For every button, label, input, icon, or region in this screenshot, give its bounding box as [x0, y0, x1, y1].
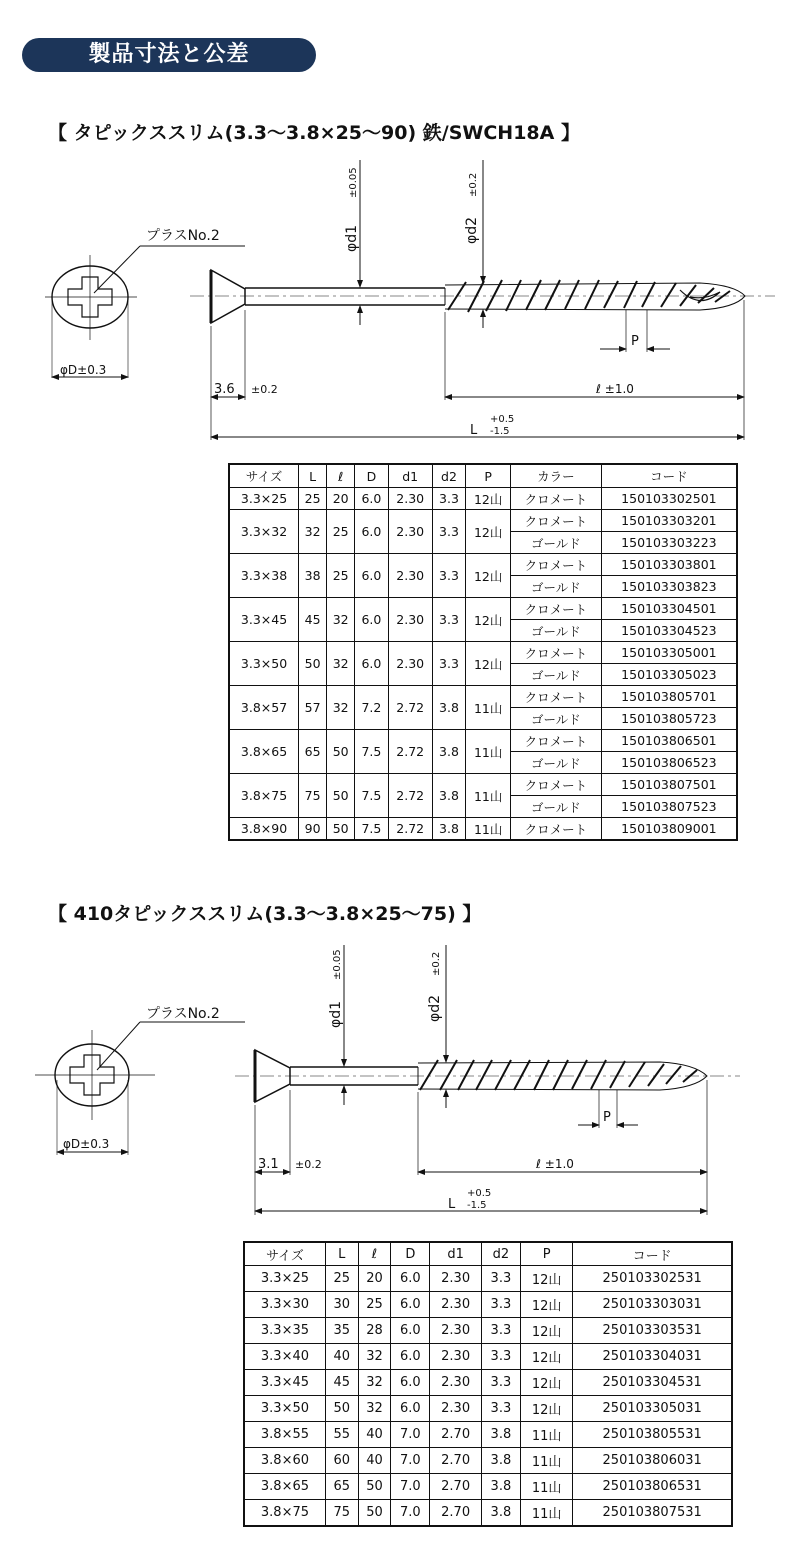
- table-cell: 11山: [520, 1500, 572, 1527]
- table-row: [244, 1396, 732, 1422]
- column-header: L: [325, 1242, 358, 1266]
- table-row: [229, 598, 737, 620]
- table-cell: 2.30: [430, 1396, 482, 1422]
- table-cell: 3.8×65: [244, 1474, 325, 1500]
- cell-color: クロメート: [511, 642, 602, 664]
- cell-d2: 3.8: [432, 730, 465, 774]
- head-top-view-2: [35, 1022, 245, 1155]
- cell-code: 150103303801: [601, 554, 737, 576]
- table-cell: 50: [358, 1474, 391, 1500]
- cell-D: 6.0: [355, 488, 388, 510]
- cell-color: クロメート: [511, 598, 602, 620]
- pitch-label-1: P: [631, 334, 639, 349]
- table-cell: 250103302531: [573, 1266, 732, 1292]
- cell-P: 12山: [466, 642, 511, 686]
- head-tol-1: ±0.2: [251, 383, 278, 396]
- column-header: L: [299, 464, 327, 488]
- table-cell: 6.0: [391, 1370, 430, 1396]
- cell-code: 150103807523: [601, 796, 737, 818]
- head-top-view-1: [45, 246, 245, 378]
- table-cell: 35: [325, 1318, 358, 1344]
- cell-color: クロメート: [511, 510, 602, 532]
- table-cell: 250103303531: [573, 1318, 732, 1344]
- screw-drawing-1: [0, 150, 809, 450]
- section-badge: 製品寸法と公差: [22, 38, 316, 72]
- table-cell: 2.30: [430, 1344, 482, 1370]
- cell-d2: 3.8: [432, 686, 465, 730]
- cell-color: ゴールド: [511, 664, 602, 686]
- table-cell: 2.70: [430, 1422, 482, 1448]
- screw-side-view-2: [235, 945, 740, 1215]
- cell-code: 150103302501: [601, 488, 737, 510]
- cell-code: 150103806523: [601, 752, 737, 774]
- table-cell: 11山: [520, 1448, 572, 1474]
- column-header: サイズ: [229, 464, 299, 488]
- cell-color: クロメート: [511, 818, 602, 841]
- table-cell: 3.8×75: [244, 1500, 325, 1527]
- table-cell: 250103805531: [573, 1422, 732, 1448]
- cell-D: 7.5: [355, 730, 388, 774]
- table-row: [244, 1474, 732, 1500]
- table-cell: 3.3×50: [244, 1396, 325, 1422]
- tol-d1-label-1: ±0.05: [348, 167, 359, 198]
- cell-l: 50: [327, 730, 355, 774]
- l-dim-1: ℓ ±1.0: [596, 382, 634, 396]
- table-cell: 6.0: [391, 1396, 430, 1422]
- table-cell: 3.8: [481, 1500, 520, 1527]
- table-cell: 250103807531: [573, 1500, 732, 1527]
- cell-size: 3.8×65: [229, 730, 299, 774]
- cell-color: クロメート: [511, 730, 602, 752]
- column-header: サイズ: [244, 1242, 325, 1266]
- cell-code: 150103305023: [601, 664, 737, 686]
- column-header: ℓ: [327, 464, 355, 488]
- table-cell: 12山: [520, 1396, 572, 1422]
- cell-size: 3.8×90: [229, 818, 299, 841]
- cell-d1: 2.72: [388, 774, 432, 818]
- cell-color: ゴールド: [511, 752, 602, 774]
- cell-L: 25: [299, 488, 327, 510]
- cell-P: 11山: [466, 818, 511, 841]
- cell-code: 150103809001: [601, 818, 737, 841]
- table-cell: 2.30: [430, 1266, 482, 1292]
- table-row: [229, 510, 737, 532]
- table-cell: 7.0: [391, 1500, 430, 1527]
- table-cell: 45: [325, 1370, 358, 1396]
- tol-d2-label-2: ±0.2: [431, 951, 442, 976]
- plus-label-2: プラスNo.2: [146, 1006, 220, 1022]
- table-cell: 3.3: [481, 1266, 520, 1292]
- tol-d1-label-2: ±0.05: [332, 949, 343, 980]
- table-cell: 50: [325, 1396, 358, 1422]
- cell-L: 32: [299, 510, 327, 554]
- table-cell: 3.3×30: [244, 1292, 325, 1318]
- cell-l: 32: [327, 642, 355, 686]
- table-cell: 3.3: [481, 1396, 520, 1422]
- cell-d2: 3.3: [432, 510, 465, 554]
- cell-d2: 3.3: [432, 598, 465, 642]
- cell-color: クロメート: [511, 554, 602, 576]
- cell-L: 75: [299, 774, 327, 818]
- cell-P: 11山: [466, 730, 511, 774]
- table-cell: 7.0: [391, 1448, 430, 1474]
- table-cell: 75: [325, 1500, 358, 1527]
- table-cell: 32: [358, 1396, 391, 1422]
- cell-D: 6.0: [355, 598, 388, 642]
- spec-table-2: [243, 1241, 733, 1527]
- cell-code: 150103806501: [601, 730, 737, 752]
- section1-title: 【 タピックススリム(3.3〜3.8×25〜90) 鉄/SWCH18A 】: [48, 122, 580, 144]
- cell-d1: 2.72: [388, 686, 432, 730]
- table-cell: 40: [358, 1422, 391, 1448]
- table-cell: 250103806031: [573, 1448, 732, 1474]
- L-dim-2: L: [448, 1197, 456, 1212]
- table-row: [244, 1370, 732, 1396]
- column-header: コード: [573, 1242, 732, 1266]
- table-cell: 250103806531: [573, 1474, 732, 1500]
- column-header: P: [520, 1242, 572, 1266]
- L-plus-1: +0.5: [490, 414, 515, 425]
- cell-L: 90: [299, 818, 327, 841]
- table-cell: 40: [358, 1448, 391, 1474]
- L-plus-2: +0.5: [467, 1188, 492, 1199]
- table-cell: 50: [358, 1500, 391, 1527]
- table-cell: 3.3: [481, 1344, 520, 1370]
- cell-D: 6.0: [355, 554, 388, 598]
- cell-L: 57: [299, 686, 327, 730]
- cell-P: 11山: [466, 686, 511, 730]
- cell-code: 150103305001: [601, 642, 737, 664]
- phid1-label-1: φd1: [344, 224, 360, 252]
- table-cell: 3.8: [481, 1474, 520, 1500]
- table-cell: 60: [325, 1448, 358, 1474]
- table-cell: 12山: [520, 1318, 572, 1344]
- cell-size: 3.3×32: [229, 510, 299, 554]
- cell-code: 150103303823: [601, 576, 737, 598]
- cell-d1: 2.30: [388, 642, 432, 686]
- cell-l: 50: [327, 774, 355, 818]
- cell-l: 32: [327, 686, 355, 730]
- cell-code: 150103805723: [601, 708, 737, 730]
- cell-color: ゴールド: [511, 620, 602, 642]
- table-cell: 2.70: [430, 1474, 482, 1500]
- plus-label-1: プラスNo.2: [146, 228, 220, 244]
- L-minus-2: -1.5: [467, 1200, 487, 1211]
- cell-color: ゴールド: [511, 532, 602, 554]
- cell-D: 7.5: [355, 818, 388, 841]
- column-header: D: [391, 1242, 430, 1266]
- column-header: ℓ: [358, 1242, 391, 1266]
- cell-d2: 3.8: [432, 818, 465, 841]
- cell-size: 3.3×25: [229, 488, 299, 510]
- cell-d2: 3.8: [432, 774, 465, 818]
- table-cell: 3.3×25: [244, 1266, 325, 1292]
- phid2-label-1: φd2: [464, 216, 480, 244]
- cell-code: 150103303201: [601, 510, 737, 532]
- cell-size: 3.3×50: [229, 642, 299, 686]
- table-cell: 12山: [520, 1344, 572, 1370]
- table-row: [244, 1292, 732, 1318]
- cell-d2: 3.3: [432, 554, 465, 598]
- table-cell: 55: [325, 1422, 358, 1448]
- table-cell: 40: [325, 1344, 358, 1370]
- table-cell: 3.8: [481, 1422, 520, 1448]
- table-cell: 11山: [520, 1422, 572, 1448]
- table-cell: 3.8: [481, 1448, 520, 1474]
- cell-d1: 2.30: [388, 554, 432, 598]
- cell-code: 150103304523: [601, 620, 737, 642]
- cell-d1: 2.30: [388, 598, 432, 642]
- pitch-label-2: P: [603, 1110, 611, 1125]
- cell-L: 65: [299, 730, 327, 774]
- table-cell: 3.3×45: [244, 1370, 325, 1396]
- column-header: カラー: [511, 464, 602, 488]
- table-row: [229, 818, 737, 841]
- table-cell: 250103303031: [573, 1292, 732, 1318]
- cell-D: 6.0: [355, 510, 388, 554]
- table-cell: 7.0: [391, 1474, 430, 1500]
- cell-size: 3.3×38: [229, 554, 299, 598]
- column-header: D: [355, 464, 388, 488]
- L-dim-1: L: [470, 423, 478, 438]
- cell-size: 3.3×45: [229, 598, 299, 642]
- column-header: d1: [388, 464, 432, 488]
- table-row: [244, 1422, 732, 1448]
- cell-code: 150103807501: [601, 774, 737, 796]
- column-header: コード: [601, 464, 737, 488]
- table-row: [244, 1266, 732, 1292]
- head-dim-2: 3.1: [258, 1157, 279, 1172]
- table-cell: 2.30: [430, 1318, 482, 1344]
- cell-l: 20: [327, 488, 355, 510]
- table-cell: 2.70: [430, 1448, 482, 1474]
- table-cell: 28: [358, 1318, 391, 1344]
- column-header: P: [466, 464, 511, 488]
- cell-color: ゴールド: [511, 708, 602, 730]
- table-cell: 12山: [520, 1266, 572, 1292]
- cell-color: クロメート: [511, 488, 602, 510]
- table-cell: 250103304031: [573, 1344, 732, 1370]
- cell-size: 3.8×75: [229, 774, 299, 818]
- table-cell: 3.3: [481, 1370, 520, 1396]
- head-tol-2: ±0.2: [295, 1158, 322, 1171]
- table-row: [244, 1318, 732, 1344]
- cell-d1: 2.30: [388, 510, 432, 554]
- cell-code: 150103303223: [601, 532, 737, 554]
- table-cell: 32: [358, 1344, 391, 1370]
- cell-l: 25: [327, 510, 355, 554]
- table-row: [229, 730, 737, 752]
- table-cell: 30: [325, 1292, 358, 1318]
- phiD-label-1: φD±0.3: [60, 363, 107, 377]
- L-minus-1: -1.5: [490, 426, 510, 437]
- cell-d2: 3.3: [432, 642, 465, 686]
- screw-side-view-1: [190, 160, 775, 440]
- table-cell: 250103305031: [573, 1396, 732, 1422]
- phid1-label-2: φd1: [328, 1000, 344, 1028]
- table-cell: 12山: [520, 1292, 572, 1318]
- cell-l: 25: [327, 554, 355, 598]
- table-row: [229, 774, 737, 796]
- cell-code: 150103805701: [601, 686, 737, 708]
- cell-P: 12山: [466, 598, 511, 642]
- table-cell: 3.8×55: [244, 1422, 325, 1448]
- cell-L: 45: [299, 598, 327, 642]
- cell-d2: 3.3: [432, 488, 465, 510]
- cell-size: 3.8×57: [229, 686, 299, 730]
- cell-D: 7.2: [355, 686, 388, 730]
- table-cell: 20: [358, 1266, 391, 1292]
- cell-d1: 2.72: [388, 818, 432, 841]
- tol-d2-label-1: ±0.2: [468, 172, 479, 197]
- cell-d1: 2.30: [388, 488, 432, 510]
- l-dim-2: ℓ ±1.0: [536, 1157, 574, 1171]
- table-cell: 7.0: [391, 1422, 430, 1448]
- table-cell: 12山: [520, 1370, 572, 1396]
- cell-D: 7.5: [355, 774, 388, 818]
- table-cell: 2.30: [430, 1370, 482, 1396]
- table-row: [229, 488, 737, 510]
- table-cell: 3.8×60: [244, 1448, 325, 1474]
- table-cell: 250103304531: [573, 1370, 732, 1396]
- phiD-label-2: φD±0.3: [63, 1137, 110, 1151]
- table-row: [244, 1500, 732, 1527]
- head-dim-1: 3.6: [214, 382, 235, 397]
- cell-P: 12山: [466, 510, 511, 554]
- column-header: d2: [481, 1242, 520, 1266]
- table-cell: 2.30: [430, 1292, 482, 1318]
- section2-title: 【 410タピックススリム(3.3〜3.8×25〜75) 】: [48, 903, 482, 925]
- table-cell: 3.3×35: [244, 1318, 325, 1344]
- column-header: d1: [430, 1242, 482, 1266]
- table-row: [229, 642, 737, 664]
- table-cell: 3.3×40: [244, 1344, 325, 1370]
- table-cell: 3.3: [481, 1318, 520, 1344]
- table-row: [229, 554, 737, 576]
- table-cell: 6.0: [391, 1292, 430, 1318]
- phid2-label-2: φd2: [427, 994, 443, 1022]
- cell-color: クロメート: [511, 774, 602, 796]
- cell-P: 12山: [466, 488, 511, 510]
- table-cell: 25: [358, 1292, 391, 1318]
- column-header: d2: [432, 464, 465, 488]
- cell-P: 12山: [466, 554, 511, 598]
- cell-l: 32: [327, 598, 355, 642]
- table-cell: 25: [325, 1266, 358, 1292]
- table-cell: 65: [325, 1474, 358, 1500]
- cell-color: ゴールド: [511, 796, 602, 818]
- spec-table-1: [228, 463, 738, 841]
- cell-l: 50: [327, 818, 355, 841]
- table-cell: 3.3: [481, 1292, 520, 1318]
- table-cell: 6.0: [391, 1318, 430, 1344]
- cell-L: 50: [299, 642, 327, 686]
- cell-P: 11山: [466, 774, 511, 818]
- table-row: [244, 1448, 732, 1474]
- cell-color: ゴールド: [511, 576, 602, 598]
- table-row: [244, 1344, 732, 1370]
- table-cell: 11山: [520, 1474, 572, 1500]
- cell-D: 6.0: [355, 642, 388, 686]
- table-cell: 32: [358, 1370, 391, 1396]
- table-cell: 6.0: [391, 1266, 430, 1292]
- table-row: [229, 686, 737, 708]
- cell-code: 150103304501: [601, 598, 737, 620]
- table-cell: 2.70: [430, 1500, 482, 1527]
- cell-d1: 2.72: [388, 730, 432, 774]
- cell-L: 38: [299, 554, 327, 598]
- table-cell: 6.0: [391, 1344, 430, 1370]
- cell-color: クロメート: [511, 686, 602, 708]
- screw-drawing-2: [0, 935, 809, 1225]
